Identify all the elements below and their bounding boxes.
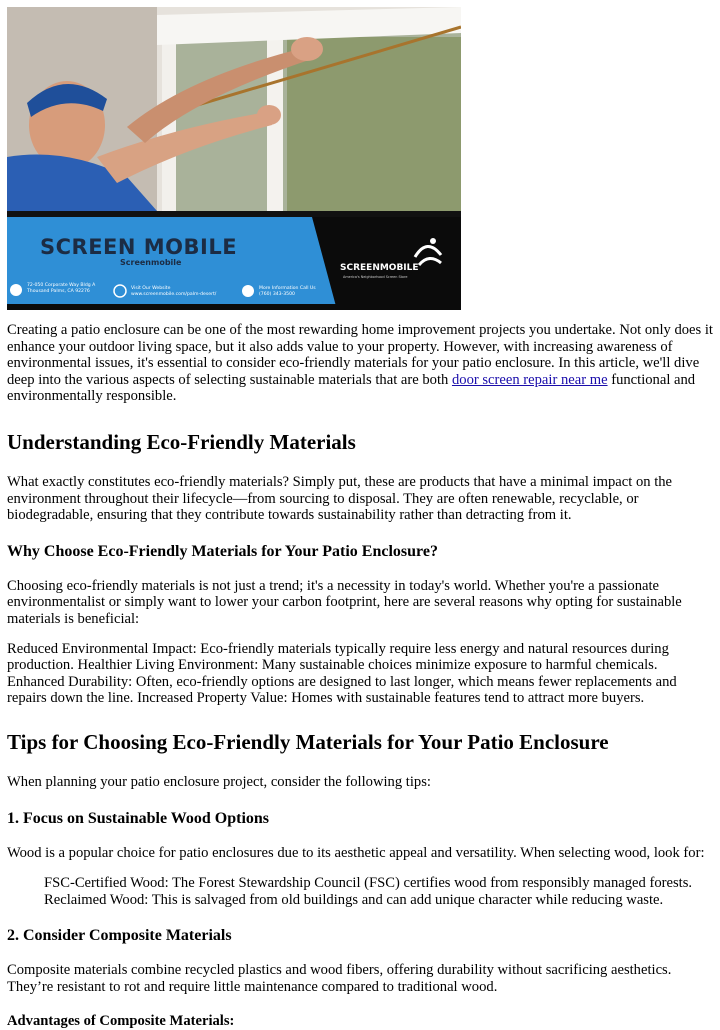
intro-text-start: Creating a patio enclosure can be one of the most rewarding home improvement projects you undertake. Not only does it enhance your outdoor living space, but it also adds value to your property. However, with increasing awareness of environmental issues, it's essential to consider eco-friendly materials for your patio enclosure. In this article, we'll dive deep into the various aspects of selecting sustainable materials that are both — [7, 322, 713, 388]
banner-title: SCREEN MOBILE — [40, 235, 238, 259]
heading-advantages: Advantages of Composite Materials: — [7, 1013, 235, 1030]
understanding-paragraph: What exactly constitutes eco-friendly materials? Simply put, these are products that have a minimal impact on the environment throughout their lifecycle—from sourcing to disposal. They are often renewable, recyclable, or biodegradable, ensuring that they contribute towards sustainability rather than detracting from it. — [7, 473, 673, 524]
installer-photo — [7, 7, 461, 211]
heading-why-choose: Why Choose Eco-Friendly Materials for Your Patio Enclosure? — [7, 542, 438, 560]
phone-number: (760) 343-3500 — [259, 292, 295, 297]
reasons-paragraph: Reduced Environmental Impact: Eco-friendly materials typically require less energy and natural resources during production. Healthier Living Environment: Many sustainable choices minimize exposure to harmful chemicals. Enhanced Durability: Often, eco-friendly options are designed to last longer, which means fewer replacements and repairs down the line. Increased Property Value: Homes with sustainable features tend to attract more buyers. — [7, 640, 677, 707]
banner-website — [131, 286, 216, 298]
hero-image — [7, 7, 461, 310]
composite-paragraph: Composite materials combine recycled plastics and wood fibers, offering durability without sacrificing aesthetics. They’re resistant to rot and require little maintenance compared to traditional wood. — [7, 962, 672, 995]
banner-address — [27, 283, 95, 295]
address-line-1: 72-050 Corporate Way Bldg A — [27, 283, 96, 288]
intro-paragraph — [7, 322, 713, 405]
list-item-reclaimed-wood: Reclaimed Wood: This is salvaged from old buildings and can add unique character while reducing waste. — [44, 891, 664, 908]
banner-logo-tagline: America's Neighborhood Screen Store — [343, 275, 408, 279]
why-choose-paragraph: Choosing eco-friendly materials is not just a trend; it's a necessity in today's world. Whether you're a passionate environmentalist or simply want to lower your carbon footprint, here are several reasons why opting for sustainable materials is beneficial: — [7, 577, 682, 627]
address-line-2: Thousand Palms, CA 92276 — [27, 289, 90, 294]
banner-logo-text: SCREENMOBILE — [340, 263, 419, 273]
banner-subtitle: Screenmobile — [120, 258, 182, 267]
intro-text-end: functional and environmentally responsible. — [7, 371, 696, 405]
heading-tips: Tips for Choosing Eco-Friendly Materials for Your Patio Enclosure — [7, 729, 609, 754]
list-item-fsc-wood: FSC-Certified Wood: The Forest Stewardship Council (FSC) certifies wood from responsibly managed forests. — [44, 875, 693, 892]
article-body — [7, 322, 713, 1030]
wood-options-list — [7, 875, 713, 908]
wood-paragraph: Wood is a popular choice for patio enclosures due to its aesthetic appeal and versatility. When selecting wood, look for: — [7, 844, 705, 861]
heading-sustainable-wood: 1. Focus on Sustainable Wood Options — [7, 809, 270, 827]
banner-phone — [259, 286, 316, 298]
website-url: www.screenmobile.com/palm-desert/ — [131, 292, 217, 297]
website-label: Visit Our Website — [131, 286, 171, 291]
heading-composite: 2. Consider Composite Materials — [7, 927, 232, 945]
heading-understanding: Understanding Eco-Friendly Materials — [7, 429, 356, 454]
door-screen-repair-link[interactable]: door screen repair near me — [451, 371, 608, 388]
phone-label: More Information Call Us — [259, 286, 316, 291]
company-banner — [7, 211, 461, 310]
tips-paragraph: When planning your patio enclosure project, consider the following tips: — [7, 773, 431, 790]
